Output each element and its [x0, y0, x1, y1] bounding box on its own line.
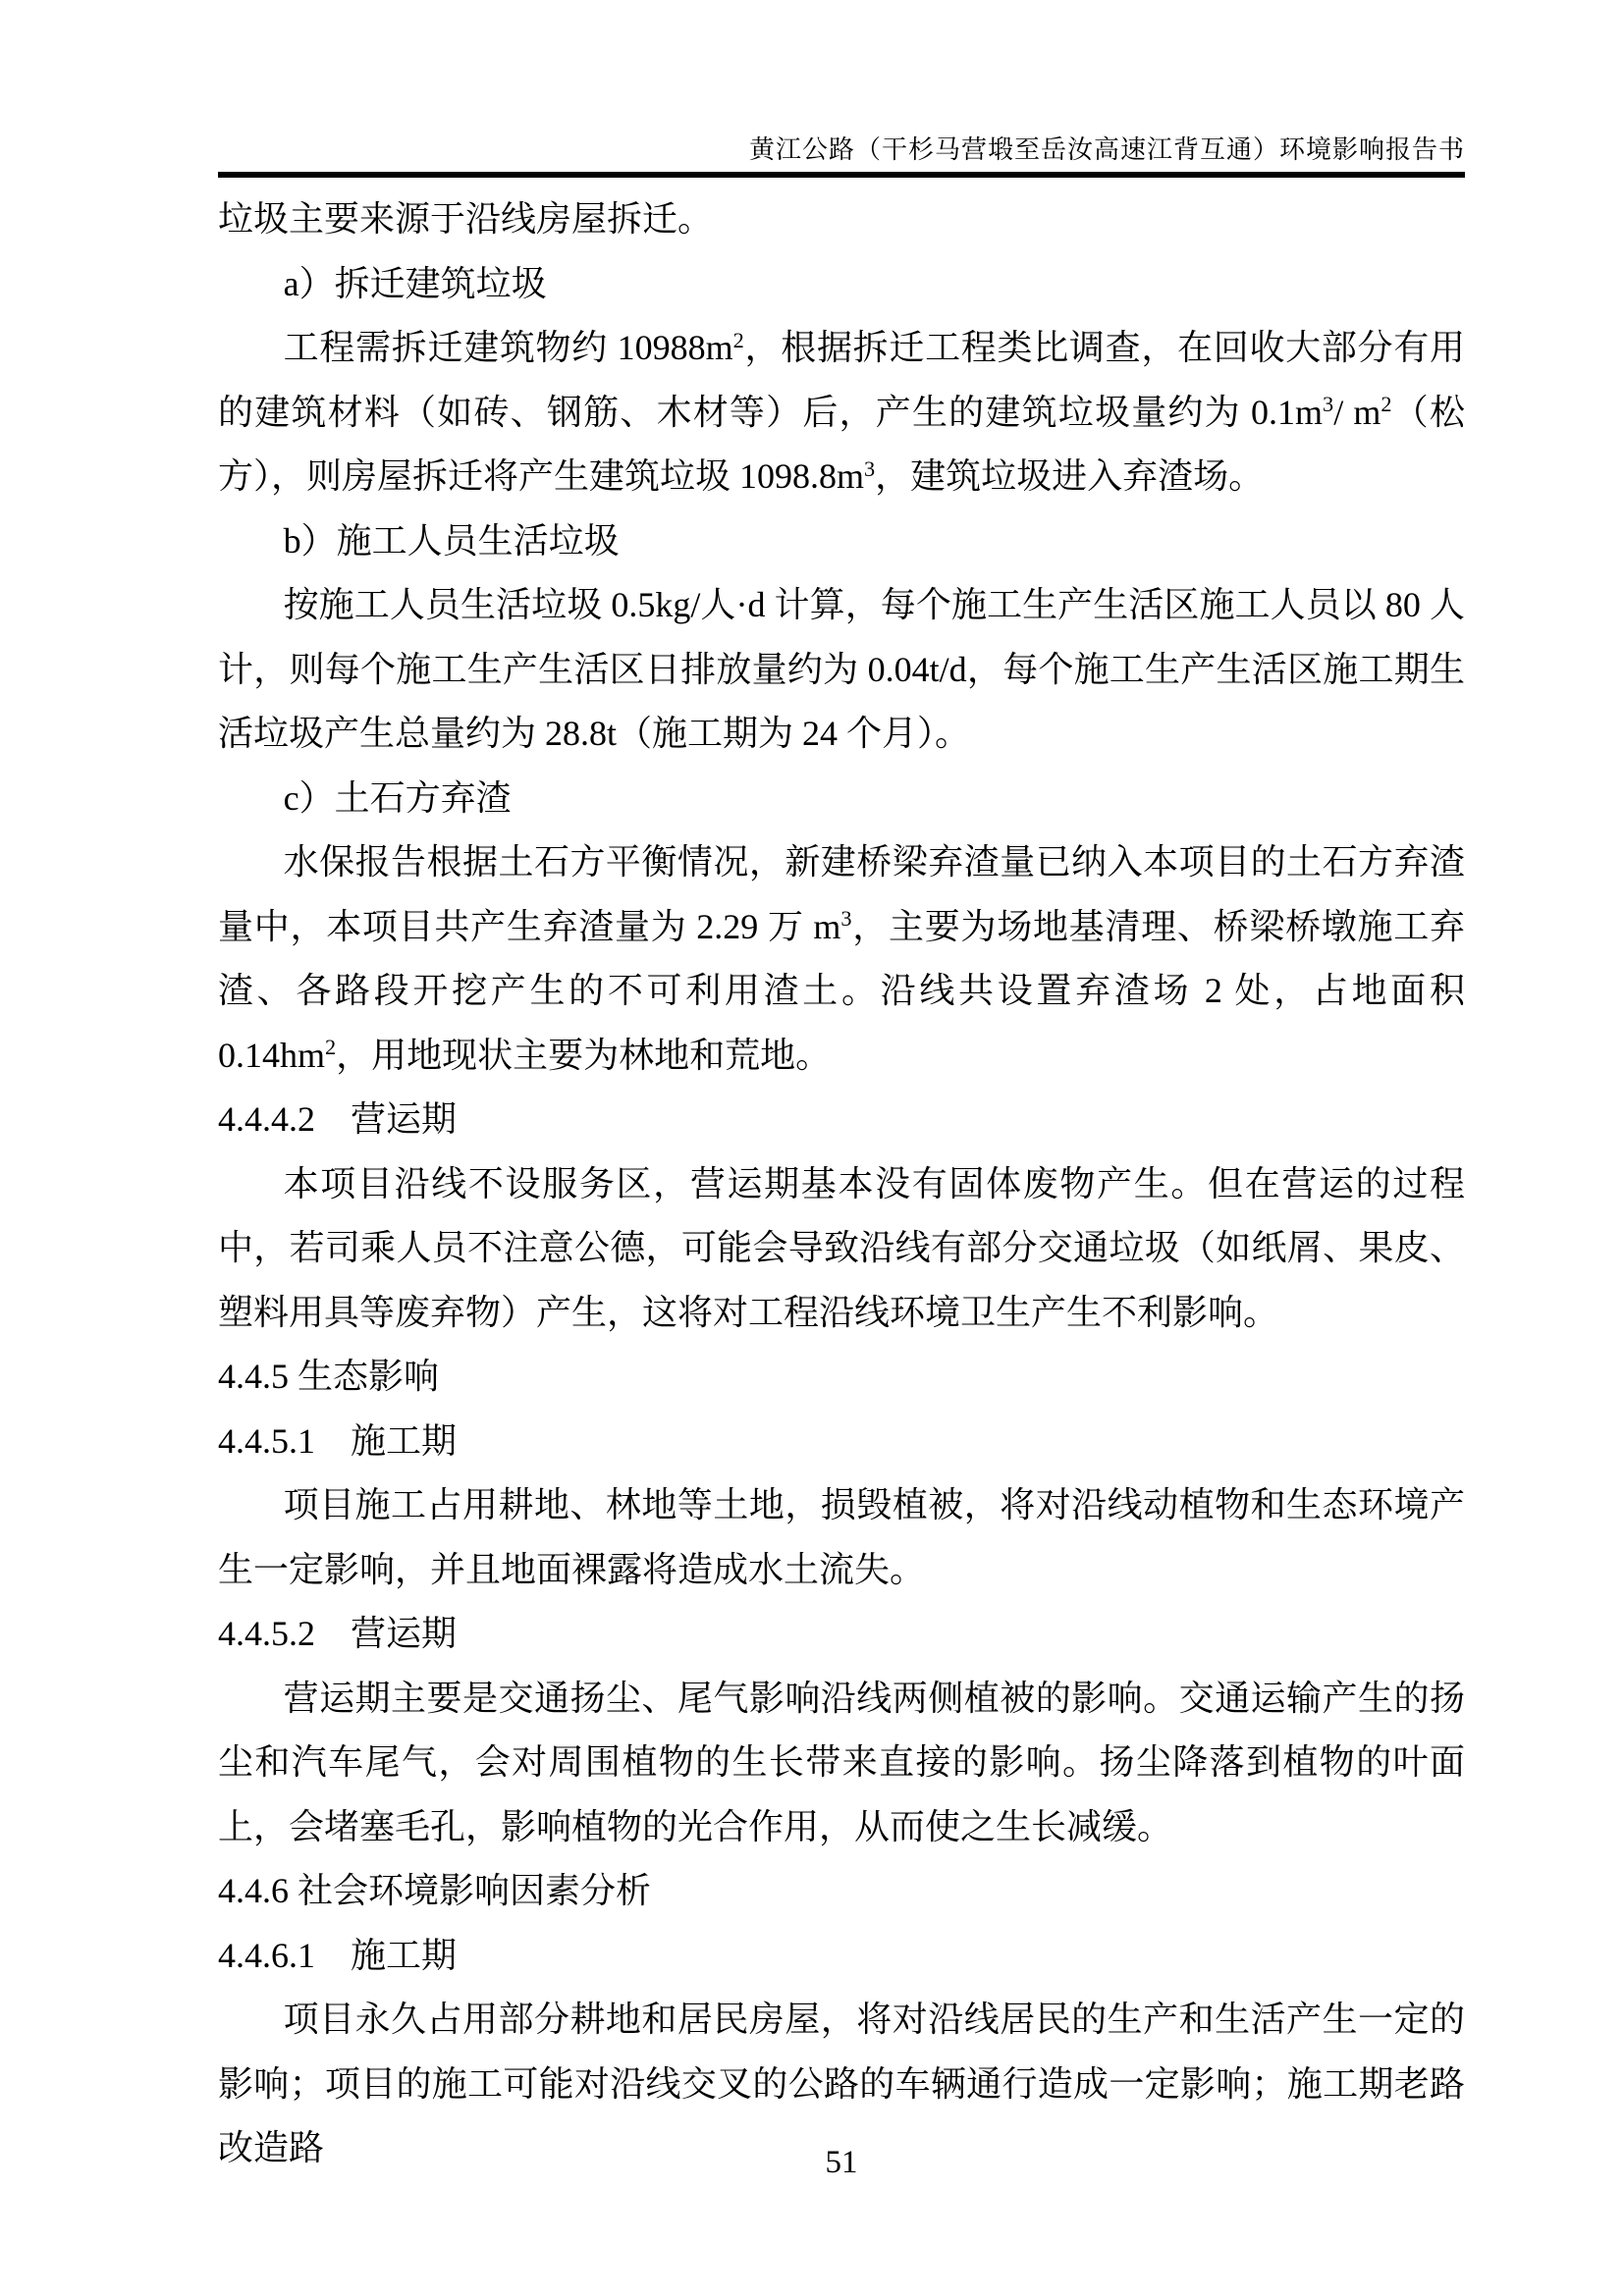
- paragraph: [218, 1473, 1465, 1602]
- paragraph: [218, 573, 1465, 767]
- text-run: 项目施工占用耕地、林地等土地，损毁植被，将对沿线动植物和生态环境产生一定影响，并且地面裸露将造成水土流失。: [218, 1485, 1465, 1589]
- text-run: 按施工人员生活垃圾 0.5kg/人·d 计算，每个施工生产生活区施工人员以 80 人计，则每个施工生产生活区日排放量约为 0.04t/d，每个施工生产生活区施工期生活垃圾产生总量约为 28.8t（施工期为 24 个月）。: [218, 585, 1465, 753]
- text-run: 4.4.5.1 施工期: [218, 1420, 458, 1461]
- text-run: 4.4.6 社会环境影响因素分析: [218, 1871, 652, 1910]
- document-body: [218, 187, 1465, 2181]
- paragraph: [218, 1152, 1465, 1346]
- text-run: a）拆迁建筑垃圾: [283, 263, 547, 303]
- text-run: 垃圾主要来源于沿线房屋拆迁。: [218, 199, 714, 239]
- superscript-text: 2: [732, 327, 744, 352]
- header-title: 黄江公路（干杉马营塅至岳汝高速江背互通）环境影响报告书: [748, 135, 1465, 164]
- text-run: 4.4.6.1 施工期: [218, 1935, 458, 1975]
- text-run: 工程需拆迁建筑物约 10988m: [283, 328, 733, 367]
- section-heading: [218, 1602, 1465, 1667]
- section-heading: [218, 1088, 1465, 1152]
- paragraph: [218, 252, 1465, 317]
- page-header: [218, 135, 1465, 165]
- paragraph: [218, 316, 1465, 509]
- text-run: （松方），则房屋拆迁将产生建筑垃圾 1098.8m: [218, 392, 1465, 496]
- paragraph: [218, 830, 1465, 1088]
- superscript-text: 3: [1323, 392, 1334, 417]
- text-run: c）土石方弃渣: [283, 777, 512, 818]
- paragraph: [218, 1667, 1465, 1860]
- text-run: 本项目沿线不设服务区，营运期基本没有固体废物产生。但在营运的过程中，若司乘人员不注意公德，可能会导致沿线有部分交通垃圾（如纸屑、果皮、塑料用具等废弃物）产生，这将对工程沿线环境卫生产生不利影响。: [218, 1163, 1465, 1332]
- paragraph: [218, 509, 1465, 574]
- superscript-text: 2: [325, 1035, 337, 1060]
- superscript-text: 3: [840, 906, 852, 932]
- text-run: ，根据拆迁工程类比调查，在回收大部分有用的建筑材料（如砖、钢筋、木材等）后，产生的建筑垃圾量约为 0.1m: [218, 328, 1465, 432]
- paragraph: [218, 187, 1465, 252]
- section-heading: [218, 1345, 1465, 1410]
- text-run: 营运期主要是交通扬尘、尾气影响沿线两侧植被的影响。交通运输产生的扬尘和汽车尾气，会对周围植物的生长带来直接的影响。扬尘降落到植物的叶面上，会堵塞毛孔，影响植物的光合作用，从而使之生长减缓。: [218, 1678, 1465, 1846]
- header-rule: [218, 172, 1465, 178]
- text-run: 4.4.5.2 营运期: [218, 1614, 458, 1653]
- superscript-text: 3: [864, 455, 876, 481]
- paragraph: [218, 767, 1465, 831]
- superscript-text: 2: [1380, 392, 1392, 417]
- text-run: 4.4.5 生态影响: [218, 1357, 440, 1396]
- text-run: 水保报告根据土石方平衡情况，新建桥梁弃渣量已纳入本项目的土石方弃渣量中，本项目共产生弃渣量为 2.29 万 m: [218, 842, 1465, 946]
- text-run: 项目永久占用部分耕地和居民房屋，将对沿线居民的生产和生活产生一定的影响；项目的施工可能对沿线交叉的公路的车辆通行造成一定影响；施工期老路改造路: [218, 2000, 1465, 2167]
- section-heading: [218, 1924, 1465, 1989]
- text-run: ，主要为场地基清理、桥梁桥墩施工弃渣、各路段开挖产生的不可利用渣土。沿线共设置弃渣场 2 处，占地面积 0.14hm: [218, 906, 1465, 1075]
- section-heading: [218, 1859, 1465, 1924]
- text-run: ，用地现状主要为林地和荒地。: [336, 1035, 832, 1075]
- page-number: 51: [825, 2145, 858, 2180]
- text-run: b）施工人员生活垃圾: [283, 520, 620, 561]
- section-heading: [218, 1410, 1465, 1474]
- text-run: 4.4.4.2 营运期: [218, 1099, 458, 1139]
- text-run: ，建筑垃圾进入弃渣场。: [875, 456, 1265, 496]
- page-footer: [218, 2143, 1465, 2182]
- text-run: / m: [1333, 392, 1381, 432]
